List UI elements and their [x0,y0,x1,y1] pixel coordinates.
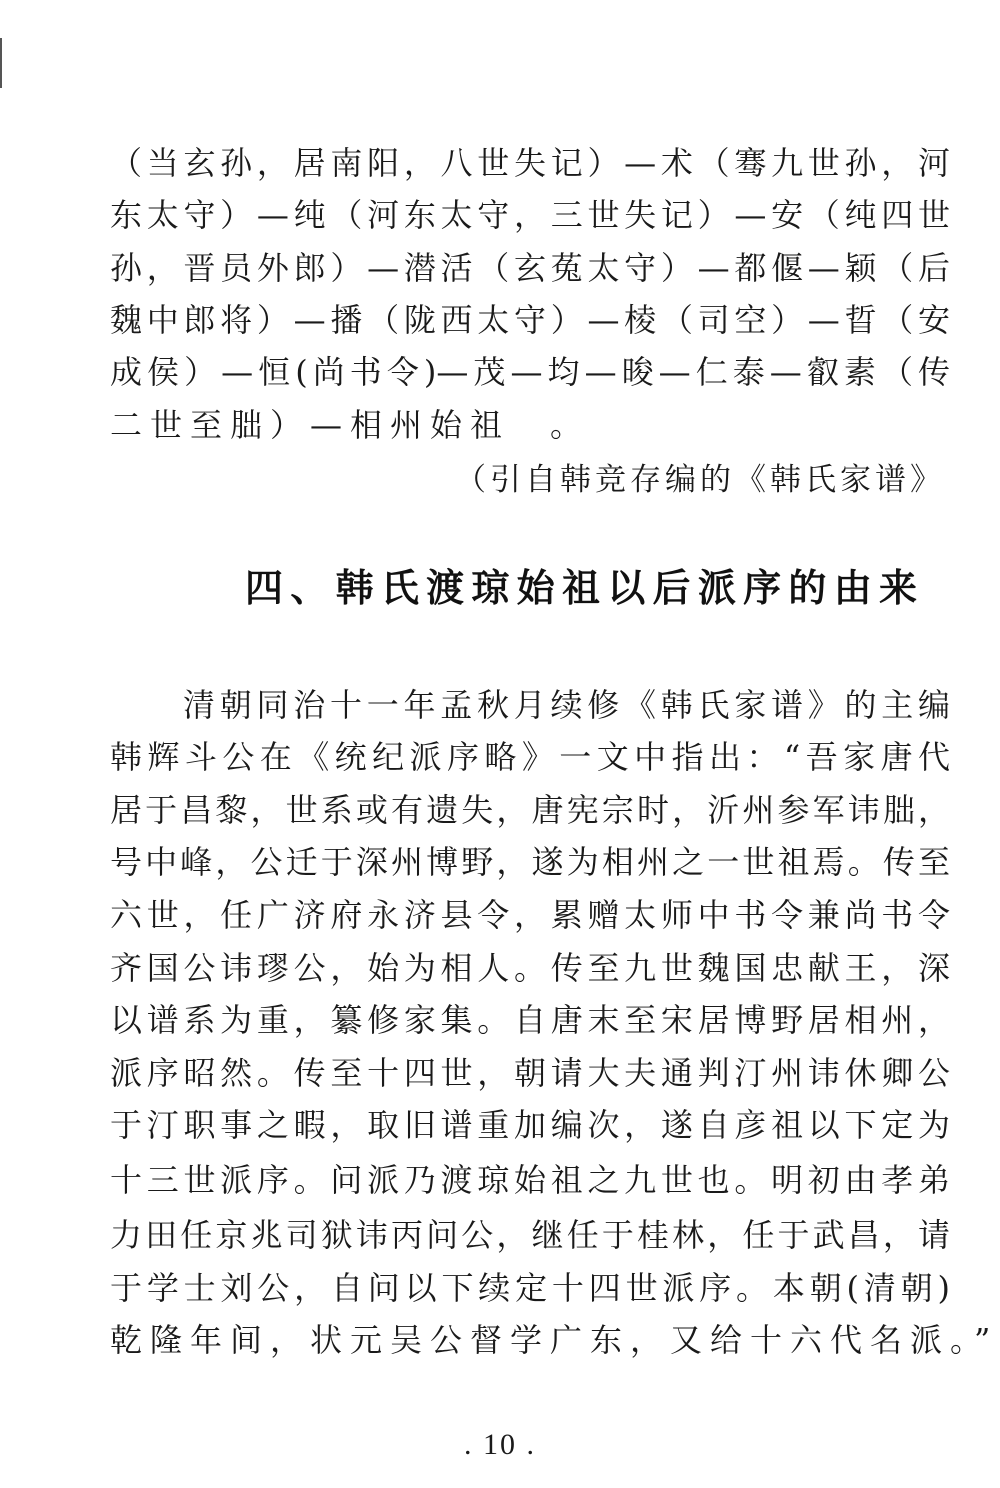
text-line: （当玄孙，居南阳，八世失记）—术（骞九世孙，河 [110,144,950,182]
text-line: 成侯）—恒(尚书令)—茂—均—晙—仁泰—叡素（传 [110,353,950,391]
text-line: 乾隆年间，状元吴公督学广东，又给十六代名派。” [110,1321,999,1359]
text-line: 居于昌黎，世系或有遗失，唐宪宗时，沂州参军讳朏， [110,791,950,829]
scan-edge-mark [0,38,6,88]
text-line: 于汀职事之暇，取旧谱重加编次，遂自彦祖以下定为 [110,1106,950,1144]
text-line: 力田任京兆司狱讳丙问公，继任于桂林，任于武昌，请 [110,1216,950,1254]
text-line: 韩辉斗公在《统纪派序略》一文中指出：“吾家唐代 [110,738,950,776]
text-line: 以谱系为重，纂修家集。自唐末至宋居博野居相州， [110,1001,950,1039]
page-number: . 10 . [464,1428,536,1461]
text-line: 二世至朏）—相州始祖 。 [110,406,591,444]
text-line: 号中峰，公迁于深州博野，遂为相州之一世祖焉。传至 [110,843,950,881]
text-line: 派序昭然。传至十四世，朝请大夫通判汀州讳休卿公 [110,1054,950,1092]
text-line: 东太守）—纯（河东太守，三世失记）—安（纯四世 [110,196,950,234]
text-line: 齐国公讳璆公，始为相人。传至九世魏国忠献王，深 [110,949,950,987]
citation: （引自韩竞存编的《韩氏家谱》 [455,462,945,498]
section-heading: 四、韩氏渡琼始祖以后派序的由来 [245,566,917,610]
text-line: 孙，晋员外郎）—潜活（玄菟太守）—都偃—颖（后 [110,249,950,287]
text-line: 魏中郎将）—播（陇西太守）—棱（司空）—晢（安 [110,301,950,339]
text-line: 于学士刘公，自问以下续定十四世派序。本朝(清朝) [110,1269,950,1307]
text-line: 十三世派序。问派乃渡琼始祖之九世也。明初由孝弟 [110,1161,950,1199]
paragraph-first-line: 清朝同治十一年孟秋月续修《韩氏家谱》的主编 [183,686,950,724]
text-line: 六世，任广济府永济县令，累赠太师中书令兼尚书令 [110,896,950,934]
